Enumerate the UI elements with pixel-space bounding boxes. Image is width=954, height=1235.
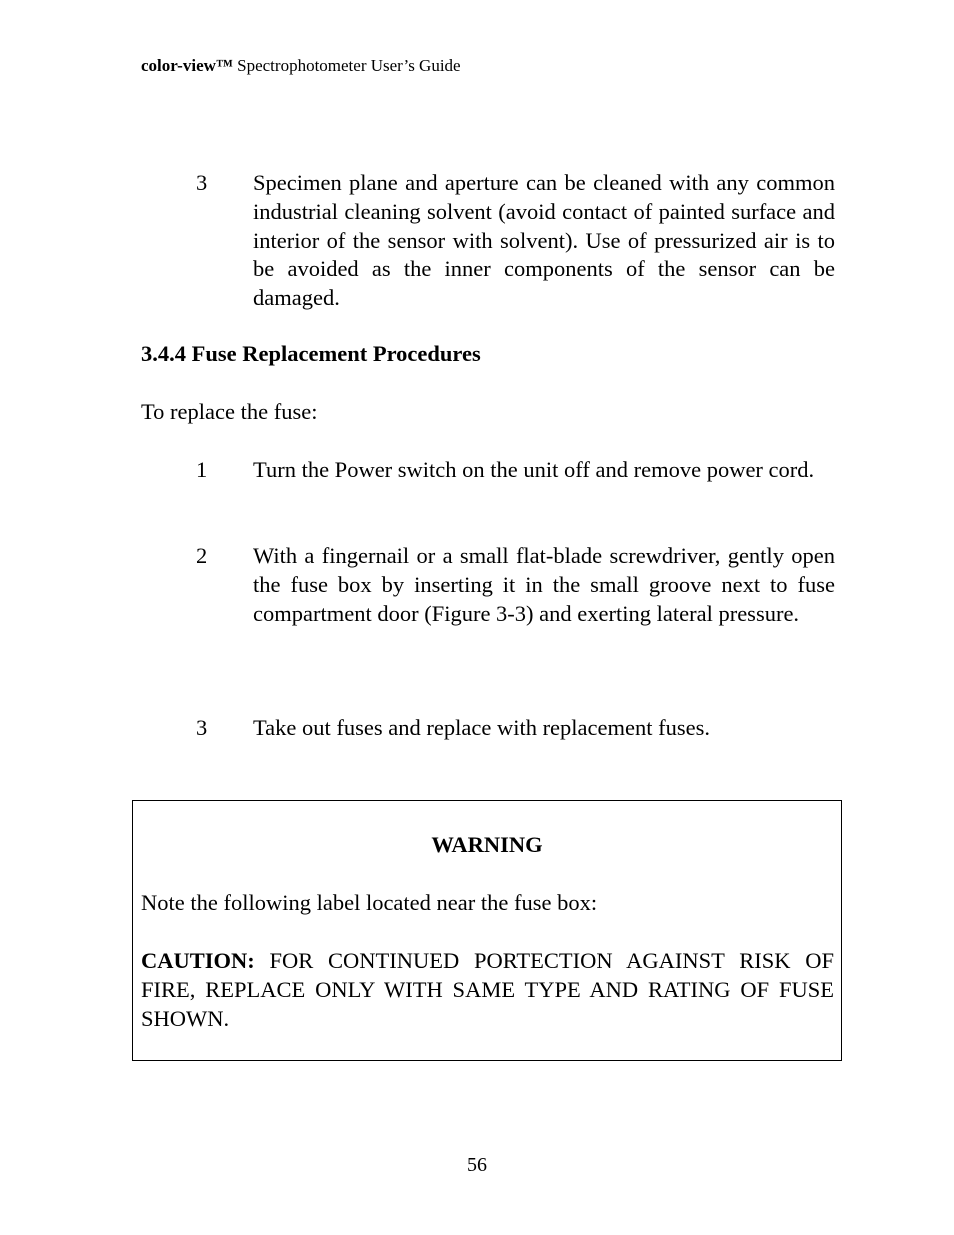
list-item-text: Take out fuses and replace with replacement fuses.: [253, 715, 710, 740]
caution-message: FOR CONTINUED PORTECTION AGAINST RISK OF FIRE, REPLACE ONLY WITH SAME TYPE AND RATING OF FUSE SHOWN.: [141, 948, 834, 1031]
caution-text: [141, 947, 834, 1033]
caution-label: CAUTION:: [141, 948, 255, 973]
intro-text: To replace the fuse:: [141, 399, 318, 424]
warning-note: Note the following label located near the fuse box:: [141, 890, 598, 915]
warning-box: [132, 800, 842, 1061]
list-item-number: 2: [196, 543, 208, 568]
running-header: [141, 56, 461, 76]
list-item-number: 3: [196, 715, 208, 740]
list-item-text: Specimen plane and aperture can be cleaned with any common industrial cleaning solvent (avoid contact of painted surface and interior of the sensor with solvent). Use of pressurized air is to be avoided as the inner components of the sensor can be damaged.: [253, 170, 835, 311]
brand-name: color-view™: [141, 56, 233, 75]
list-item-number: 3: [196, 170, 208, 195]
page-number: 56: [467, 1154, 487, 1176]
list-item-text: Turn the Power switch on the unit off and remove power cord.: [253, 457, 815, 482]
section-heading: 3.4.4 Fuse Replacement Procedures: [141, 341, 481, 366]
warning-title: WARNING: [431, 832, 543, 857]
list-item-number: 1: [196, 457, 208, 482]
guide-title: Spectrophotometer User’s Guide: [232, 56, 461, 75]
list-item-text: With a fingernail or a small flat-blade screwdriver, gently open the fuse box by inserting it in the small groove next to fuse compartment door (Figure 3-3) and exerting lateral pressure.: [253, 543, 835, 626]
